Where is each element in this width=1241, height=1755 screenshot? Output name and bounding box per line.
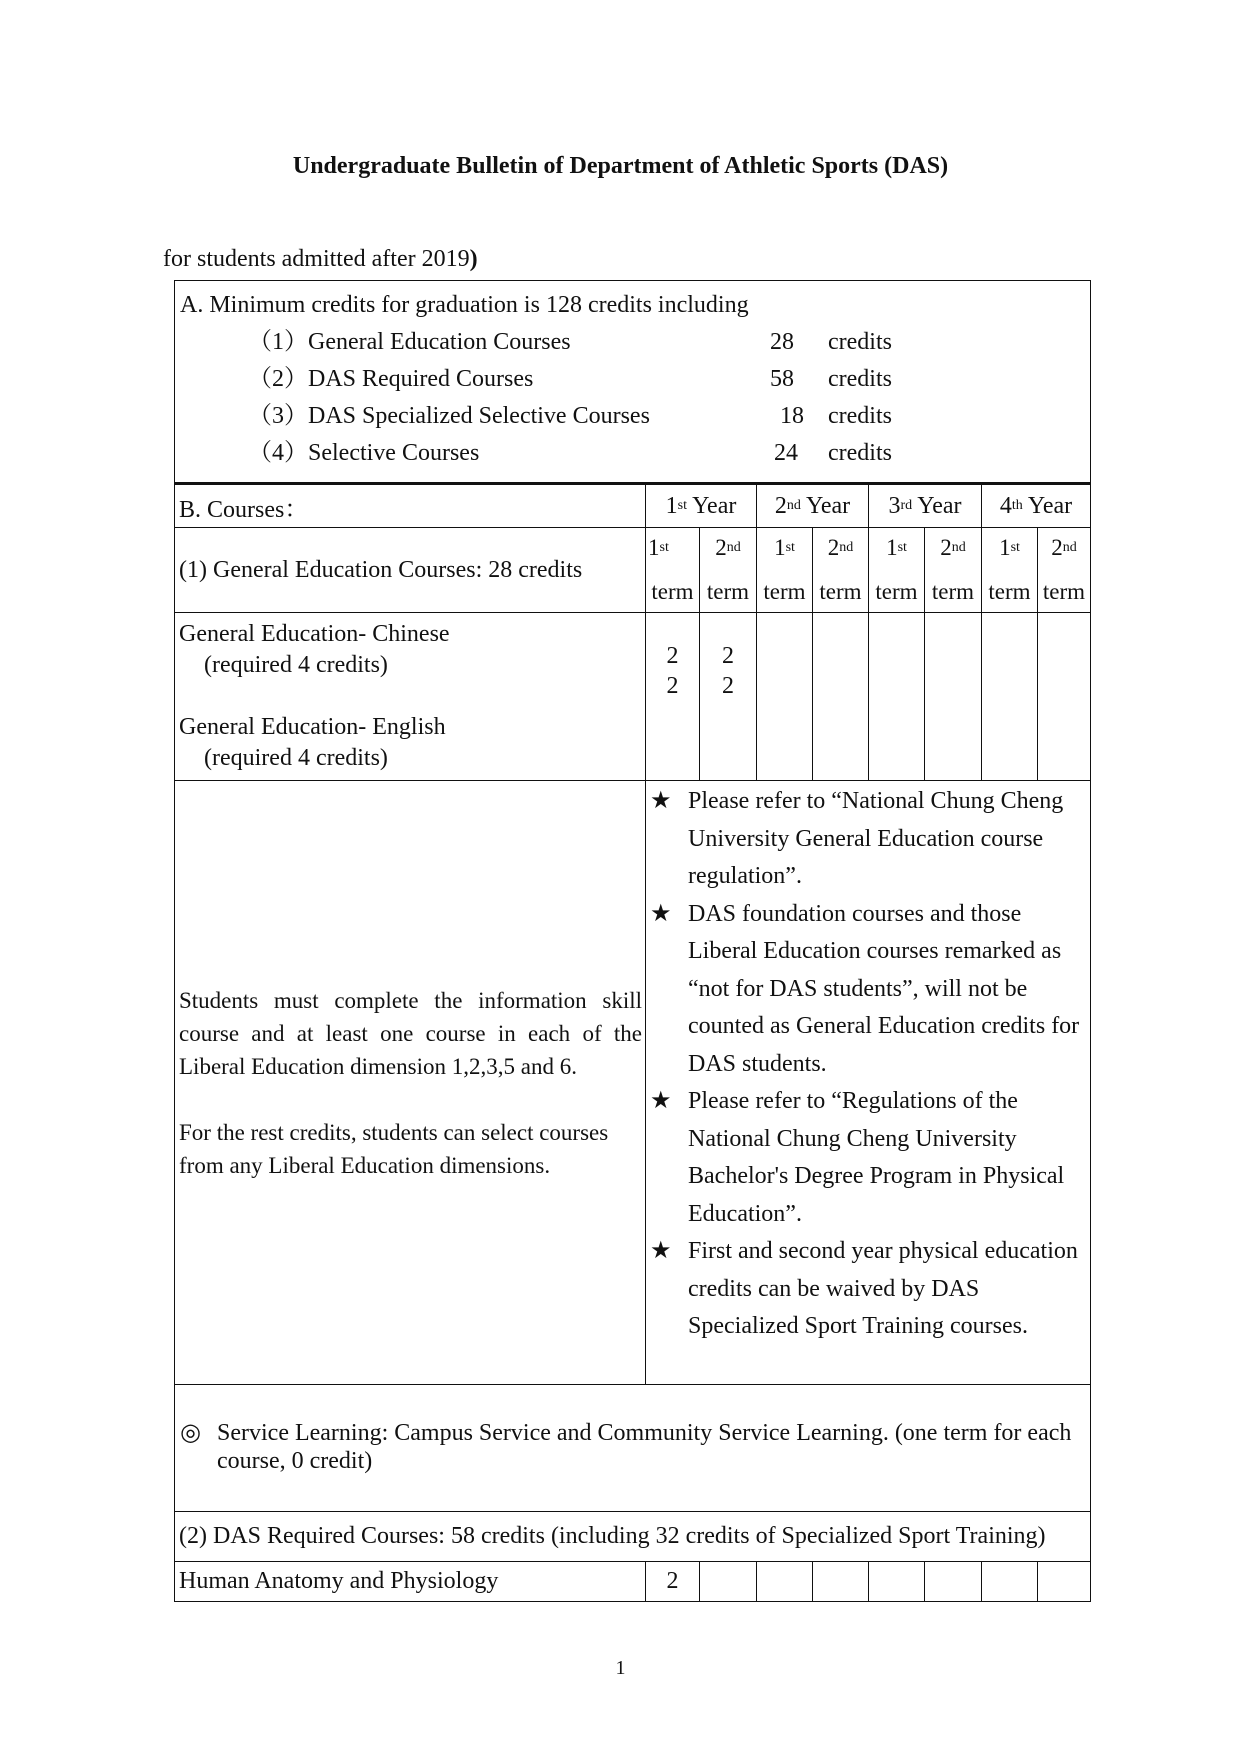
- credit-line-general: [180, 324, 1084, 361]
- term-word: term: [1042, 579, 1086, 604]
- credit-line-text: General Education Courses: [308, 329, 571, 355]
- credit-line-value: 58: [770, 366, 794, 392]
- credit-line-num: （4）: [248, 440, 308, 466]
- year-header-row: [175, 484, 1091, 528]
- term-cell: [700, 528, 757, 613]
- credit-line-label: [180, 324, 770, 361]
- year-word: Year: [805, 492, 851, 519]
- star-icon: ★: [650, 1238, 672, 1264]
- gen-ed-courses-cell: [175, 613, 646, 781]
- credit-line-specialized: [180, 398, 1084, 435]
- term-sup: st: [1010, 540, 1020, 555]
- credit-line-label: [180, 361, 770, 398]
- credit-value: 2: [722, 673, 734, 699]
- service-learning-text: Service Learning: Campus Service and Community Service Learning. (one term for each course, 0 credit): [217, 1420, 1072, 1474]
- credit-line-label: [180, 398, 770, 435]
- year-word: Year: [917, 492, 962, 519]
- term-sup: st: [785, 540, 795, 555]
- course-name: Human Anatomy and Physiology: [175, 1562, 646, 1602]
- note-item: [650, 896, 1086, 1084]
- term-sup: st: [659, 540, 669, 555]
- credit-line-text: Selective Courses: [308, 440, 480, 466]
- credit-line-num: （2）: [248, 366, 308, 392]
- section-a-heading: A. Minimum credits for graduation is 128 credits including: [180, 292, 749, 318]
- term-num: 1: [774, 535, 786, 560]
- required-heading: (2) DAS Required Courses: 58 credits (including 32 credits of Specialized Sport Training): [175, 1512, 1091, 1562]
- section-a-row: [175, 281, 1091, 484]
- note-text: Please refer to “National Chung Cheng University General Education course regulation”.: [688, 788, 1064, 889]
- credit-line-text: DAS Required Courses: [308, 366, 534, 392]
- credit-value: 2: [722, 643, 734, 669]
- note-item: [650, 1233, 1086, 1346]
- term-num: 1: [999, 535, 1011, 560]
- star-icon: ★: [650, 900, 672, 927]
- note-text: First and second year physical education credits can be waived by DAS Specialized Sport Training courses.: [688, 1238, 1078, 1339]
- credit-cell: [1038, 1562, 1091, 1602]
- term-cell: [982, 528, 1038, 613]
- term-word: term: [988, 579, 1031, 604]
- year-sup: rd: [900, 497, 913, 513]
- credit-cell: [700, 613, 757, 781]
- credit-line-value: 24: [774, 440, 798, 466]
- term-word: term: [931, 579, 975, 604]
- year-num: 1: [665, 492, 678, 519]
- credit-cell: [982, 613, 1038, 781]
- credit-line-unit: credits: [828, 440, 892, 466]
- credit-line-text: DAS Specialized Selective Courses: [308, 403, 650, 429]
- page-number: 1: [615, 1657, 626, 1679]
- term-num: 2: [1051, 535, 1063, 560]
- star-icon: ★: [650, 788, 672, 814]
- document-subtitle: [163, 244, 478, 274]
- course-note: (required 4 credits): [204, 745, 388, 771]
- term-num: 1: [886, 535, 898, 560]
- credit-line-unit: credits: [828, 403, 892, 429]
- credit-cell: [700, 1562, 757, 1602]
- credit-cell: [757, 1562, 813, 1602]
- term-num: 2: [827, 535, 840, 560]
- service-learning-cell: [175, 1385, 1091, 1512]
- credit-line-value: 18: [780, 403, 804, 429]
- term-cell: [757, 528, 813, 613]
- term-cell: [869, 528, 925, 613]
- subtitle-text: for students admitted after 2019: [163, 246, 470, 272]
- gen-ed-courses-row: [175, 613, 1091, 781]
- credit-cell: [925, 613, 982, 781]
- course-note: (required 4 credits): [204, 652, 388, 678]
- credit-value: 2: [666, 673, 679, 699]
- curriculum-table: [174, 280, 1091, 1602]
- credit-line-num: （3）: [248, 403, 308, 429]
- year-num: 2: [774, 492, 787, 519]
- year-num: 4: [999, 492, 1012, 519]
- section-a-cell: [175, 281, 1091, 484]
- term-sup: nd: [839, 540, 854, 555]
- credit-cell: [813, 1562, 869, 1602]
- term-cell: [925, 528, 982, 613]
- term-word: term: [706, 579, 750, 604]
- term-num: 2: [715, 535, 727, 560]
- term-word: term: [875, 579, 918, 604]
- term-sup: nd: [1062, 540, 1077, 555]
- term-num: 1: [648, 535, 660, 560]
- subtitle-paren: ): [469, 246, 478, 272]
- credit-line-unit: credits: [828, 366, 892, 392]
- table-row: [175, 1562, 1091, 1602]
- credit-line-value: 28: [770, 329, 794, 355]
- gen-ed-notes-row: [175, 781, 1091, 1385]
- term-num: 2: [940, 535, 952, 560]
- term-word: term: [651, 579, 694, 604]
- credit-cell: [869, 613, 925, 781]
- credit-line-required: [180, 361, 1084, 398]
- year-word: Year: [1027, 492, 1073, 519]
- credit-cell: [646, 613, 700, 781]
- requirement-text: For the rest credits, students can select courses from any Liberal Education dimensions.: [179, 1119, 609, 1178]
- requirement-text: Students must complete the information skill course and at least one course in each of the Liberal Education dimension 1,2,3,5 and 6.: [179, 987, 642, 1079]
- gen-ed-heading: (1) General Education Courses: 28 credits: [175, 528, 646, 613]
- term-cell: [1038, 528, 1091, 613]
- credit-line-unit: credits: [828, 329, 892, 355]
- gen-ed-requirements: [175, 781, 646, 1385]
- document-title: Undergraduate Bulletin of Department of Athletic Sports (DAS): [292, 153, 949, 179]
- year-2-header: [757, 484, 869, 528]
- year-sup: th: [1011, 497, 1023, 513]
- double-circle-icon: ◎: [180, 1420, 201, 1446]
- term-sup: st: [897, 540, 907, 555]
- section-b-heading: B. Courses：: [175, 484, 646, 528]
- note-text: Please refer to “Regulations of the National Chung Cheng University Bachelor's Degree Program in Physical Education”.: [688, 1088, 1065, 1227]
- credit-cell: [869, 1562, 925, 1602]
- note-item: [650, 1083, 1086, 1233]
- year-sup: nd: [786, 497, 801, 513]
- year-num: 3: [888, 492, 901, 519]
- required-heading-row: [175, 1512, 1091, 1562]
- course-name: General Education- English: [179, 714, 446, 740]
- note-text: DAS foundation courses and those Liberal Education courses remarked as “not for DAS students”, will not be counted as General Education credits for DAS students.: [688, 900, 1080, 1077]
- credit-value: 2: [646, 1562, 700, 1602]
- star-icon: ★: [650, 1088, 672, 1114]
- service-learning-row: [175, 1385, 1091, 1512]
- credit-cell: [757, 613, 813, 781]
- credit-cell: [925, 1562, 982, 1602]
- credit-cell: [1038, 613, 1091, 781]
- term-header-row: [175, 528, 1091, 613]
- credit-line-selective: [180, 435, 1084, 472]
- credit-cell: [982, 1562, 1038, 1602]
- year-3-header: [869, 484, 982, 528]
- credit-cell: [813, 613, 869, 781]
- gen-ed-notes: [646, 781, 1091, 1385]
- term-word: term: [763, 579, 806, 604]
- term-cell: [646, 528, 700, 613]
- credit-line-label: [180, 435, 770, 472]
- credit-line-num: （1）: [248, 329, 308, 355]
- credit-value: 2: [666, 643, 679, 669]
- year-1-header: [646, 484, 757, 528]
- year-sup: st: [677, 497, 687, 513]
- note-item: [650, 783, 1086, 896]
- term-sup: nd: [951, 540, 966, 555]
- term-word: term: [819, 579, 862, 604]
- year-4-header: [982, 484, 1091, 528]
- course-name: General Education- Chinese: [179, 621, 450, 647]
- year-word: Year: [692, 492, 737, 519]
- term-sup: nd: [726, 540, 741, 555]
- term-cell: [813, 528, 869, 613]
